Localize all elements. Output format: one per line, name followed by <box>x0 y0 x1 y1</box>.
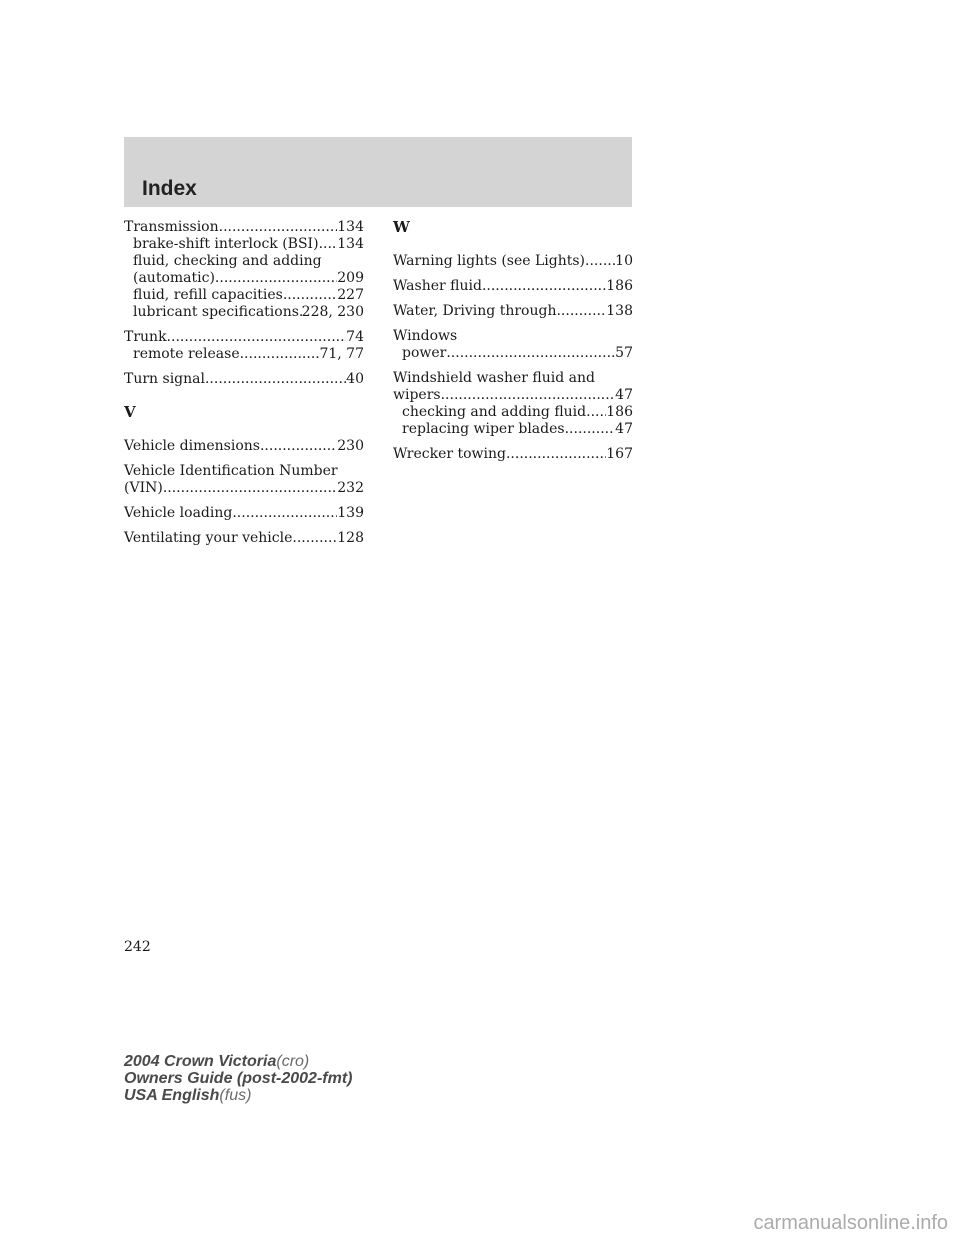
index-subentry-line <box>124 236 364 253</box>
footer-model: 2004 Crown Victoria <box>124 1053 277 1070</box>
dot-leader <box>556 303 606 320</box>
entry-page-ref: 167 <box>606 446 633 462</box>
entry-page-ref: 47 <box>615 421 633 437</box>
dot-leader <box>586 404 606 421</box>
index-entry-line <box>393 303 633 320</box>
index-subentry-line <box>124 346 364 363</box>
footer-guide: Owners Guide (post-2002-fmt) <box>124 1070 353 1087</box>
entry-text: Water, Driving through <box>393 303 557 319</box>
index-subentry-line <box>124 304 364 321</box>
watermark: carmanualsonline.info <box>753 1212 948 1234</box>
entry-page-ref: 186 <box>606 404 633 420</box>
entry-text: fluid, refill capacities <box>133 287 283 303</box>
entry-page-ref: 74 <box>346 329 364 345</box>
dot-leader <box>205 371 346 388</box>
index-entry <box>124 438 364 455</box>
dot-leader <box>215 270 337 287</box>
index-subentry-line <box>124 270 364 287</box>
section-letter: V <box>124 403 136 421</box>
dot-leader <box>219 219 338 236</box>
entry-text: Warning lights (see Lights) <box>393 253 586 269</box>
entry-page-ref: 232 <box>337 480 364 496</box>
index-entry <box>124 463 364 497</box>
entry-text: Vehicle Identification Number <box>124 463 338 479</box>
entry-text: Transmission <box>124 219 219 235</box>
index-entry-line <box>393 328 633 345</box>
entry-text: fluid, checking and adding <box>133 253 322 269</box>
entry-page-ref: 186 <box>606 278 633 294</box>
dot-leader <box>506 446 606 463</box>
dot-leader <box>232 505 337 522</box>
entry-page-ref: 40 <box>346 371 364 387</box>
index-entry <box>124 371 364 388</box>
entry-text: wipers <box>393 387 441 403</box>
entry-page-ref: 228, 230 <box>301 304 364 320</box>
entry-page-ref: 57 <box>615 345 633 361</box>
index-entry-line <box>124 505 364 522</box>
entry-text: Ventilating your vehicle <box>124 530 293 546</box>
entry-page-ref: 139 <box>337 505 364 521</box>
index-entry-line <box>124 219 364 236</box>
dot-leader <box>163 480 337 497</box>
index-entry <box>393 446 633 463</box>
index-subentry-line <box>393 345 633 362</box>
dot-leader <box>240 346 320 363</box>
dot-leader <box>283 287 337 304</box>
entry-text: Washer fluid <box>393 278 482 294</box>
entry-text: Windows <box>393 328 458 344</box>
footer-model-code: (cro) <box>276 1053 310 1070</box>
entry-text: Windshield washer fluid and <box>393 370 595 386</box>
index-entry <box>393 328 633 362</box>
dot-leader <box>319 236 338 253</box>
dot-leader <box>167 329 347 346</box>
index-entry-line <box>124 438 364 455</box>
index-entry-line <box>124 371 364 388</box>
dot-leader <box>441 387 616 404</box>
entry-page-ref: 10 <box>615 253 633 269</box>
index-entry-line <box>124 530 364 547</box>
dot-leader <box>565 421 616 438</box>
footer-language-code: (fus) <box>219 1087 252 1104</box>
dot-leader <box>446 345 615 362</box>
index-entry <box>124 329 364 363</box>
entry-text: Wrecker towing <box>393 446 506 462</box>
document-footer <box>124 1053 352 1104</box>
entry-text: lubricant specifications <box>133 304 299 320</box>
index-entry <box>393 278 633 295</box>
index-subentry-line <box>393 404 633 421</box>
index-column-right <box>393 219 633 471</box>
dot-leader <box>585 253 615 270</box>
entry-text: Vehicle loading <box>124 505 233 521</box>
footer-language: USA English <box>124 1087 220 1104</box>
entry-page-ref: 138 <box>606 303 633 319</box>
entry-page-ref: 47 <box>615 387 633 403</box>
index-entry <box>393 370 633 438</box>
entry-text: (automatic) <box>133 270 215 286</box>
index-entry-line <box>124 480 364 497</box>
index-entry <box>124 219 364 321</box>
index-entry-line <box>393 278 633 295</box>
entry-page-ref: 71, 77 <box>319 346 364 362</box>
index-entry-line <box>393 387 633 404</box>
index-subentry-line <box>124 253 364 270</box>
index-entry-line <box>124 329 364 346</box>
index-entry-line <box>124 463 364 480</box>
index-entry <box>124 505 364 522</box>
entry-text: (VIN) <box>124 480 163 496</box>
dot-leader <box>260 438 337 455</box>
dot-leader <box>482 278 606 295</box>
section-letter: W <box>393 218 410 236</box>
index-entry <box>124 530 364 547</box>
entry-page-ref: 209 <box>337 270 364 286</box>
dot-leader <box>292 530 337 547</box>
entry-text: brake-shift interlock (BSI) <box>133 236 319 252</box>
entry-text: Vehicle dimensions <box>124 438 260 454</box>
index-entry-line <box>393 446 633 463</box>
index-entry <box>393 253 633 270</box>
entry-text: replacing wiper blades <box>402 421 565 437</box>
entry-page-ref: 227 <box>337 287 364 303</box>
entry-text: remote release <box>133 346 240 362</box>
index-subentry-line <box>393 421 633 438</box>
index-column-left <box>124 219 364 555</box>
entry-page-ref: 128 <box>337 530 364 546</box>
entry-page-ref: 230 <box>337 438 364 454</box>
index-subentry-line <box>124 287 364 304</box>
page-title: Index <box>142 177 197 200</box>
index-entry <box>393 303 633 320</box>
entry-text: Trunk <box>124 329 167 345</box>
index-entry-line <box>393 370 633 387</box>
page-number: 242 <box>124 939 151 955</box>
entry-text: Turn signal <box>124 371 205 387</box>
header-band <box>124 137 632 207</box>
entry-page-ref: 134 <box>337 236 364 252</box>
index-entry-line <box>393 253 633 270</box>
entry-page-ref: 134 <box>337 219 364 235</box>
entry-text: checking and adding fluid <box>402 404 587 420</box>
entry-text: power <box>402 345 447 361</box>
